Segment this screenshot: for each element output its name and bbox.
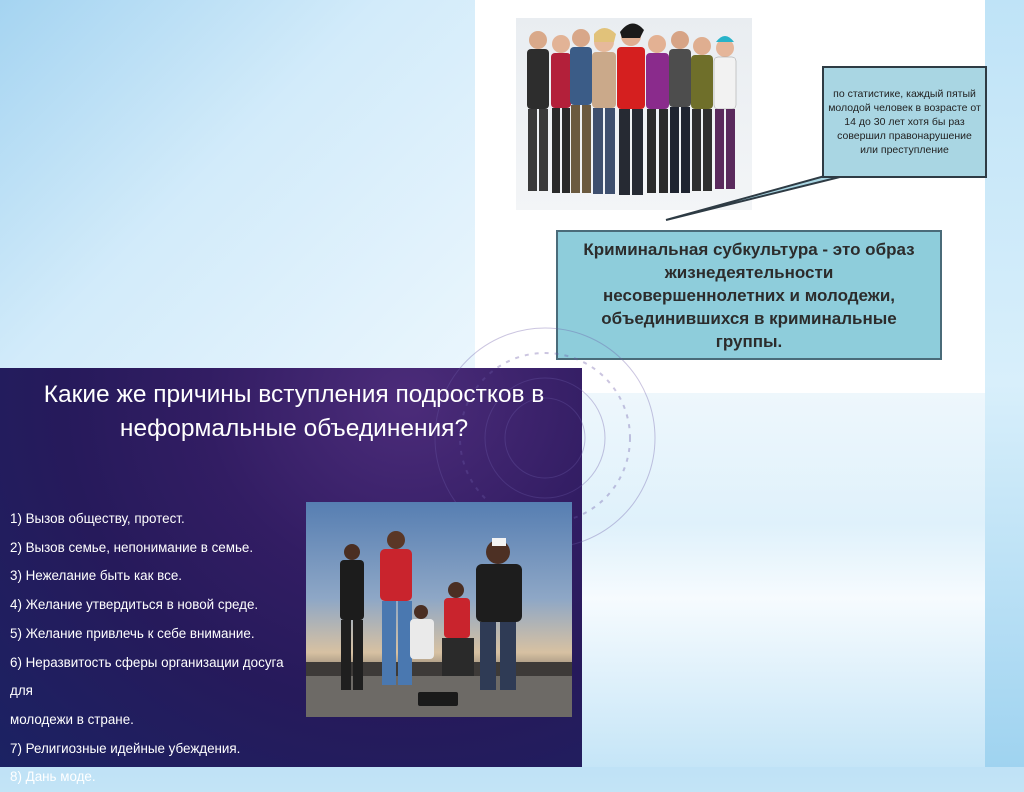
list-item: 5) Желание привлечь к себе внимание. [10, 625, 255, 641]
list-item: 4) Желание утвердиться в новой среде. [10, 597, 259, 613]
list-item: 8) Дань моде. [10, 769, 96, 785]
list-item: 2) Вызов семье, непонимание в семье. [10, 539, 254, 555]
list-item: 7) Религиозные идейные убеждения. [10, 740, 241, 756]
list-item: молодежи в стране. [10, 711, 134, 727]
hiphop-group-photo [306, 502, 572, 717]
reasons-list [10, 505, 310, 792]
list-item: 3) Нежелание быть как все. [10, 568, 182, 584]
list-item: 1) Вызов обществу, протест. [10, 511, 185, 526]
statistics-callout [822, 66, 987, 178]
slide-title: Какие же причины вступления подростков в неформальные объединения? [43, 381, 545, 442]
definition-text: Криминальная субкультура - это образ жизнедеятельности несовершеннолетних и молодежи, объединившихся в криминальные группы. [583, 239, 915, 351]
statistics-callout-text: по статистике, каждый пятый молодой человек в возрасте от 14 до 30 лет хотя бы раз совершил правонарушение или преступление [828, 88, 981, 156]
reasons-slide [0, 368, 582, 785]
list-item: 6) Неразвитость сферы организации досуга для [10, 654, 284, 699]
definition-box [556, 230, 942, 360]
